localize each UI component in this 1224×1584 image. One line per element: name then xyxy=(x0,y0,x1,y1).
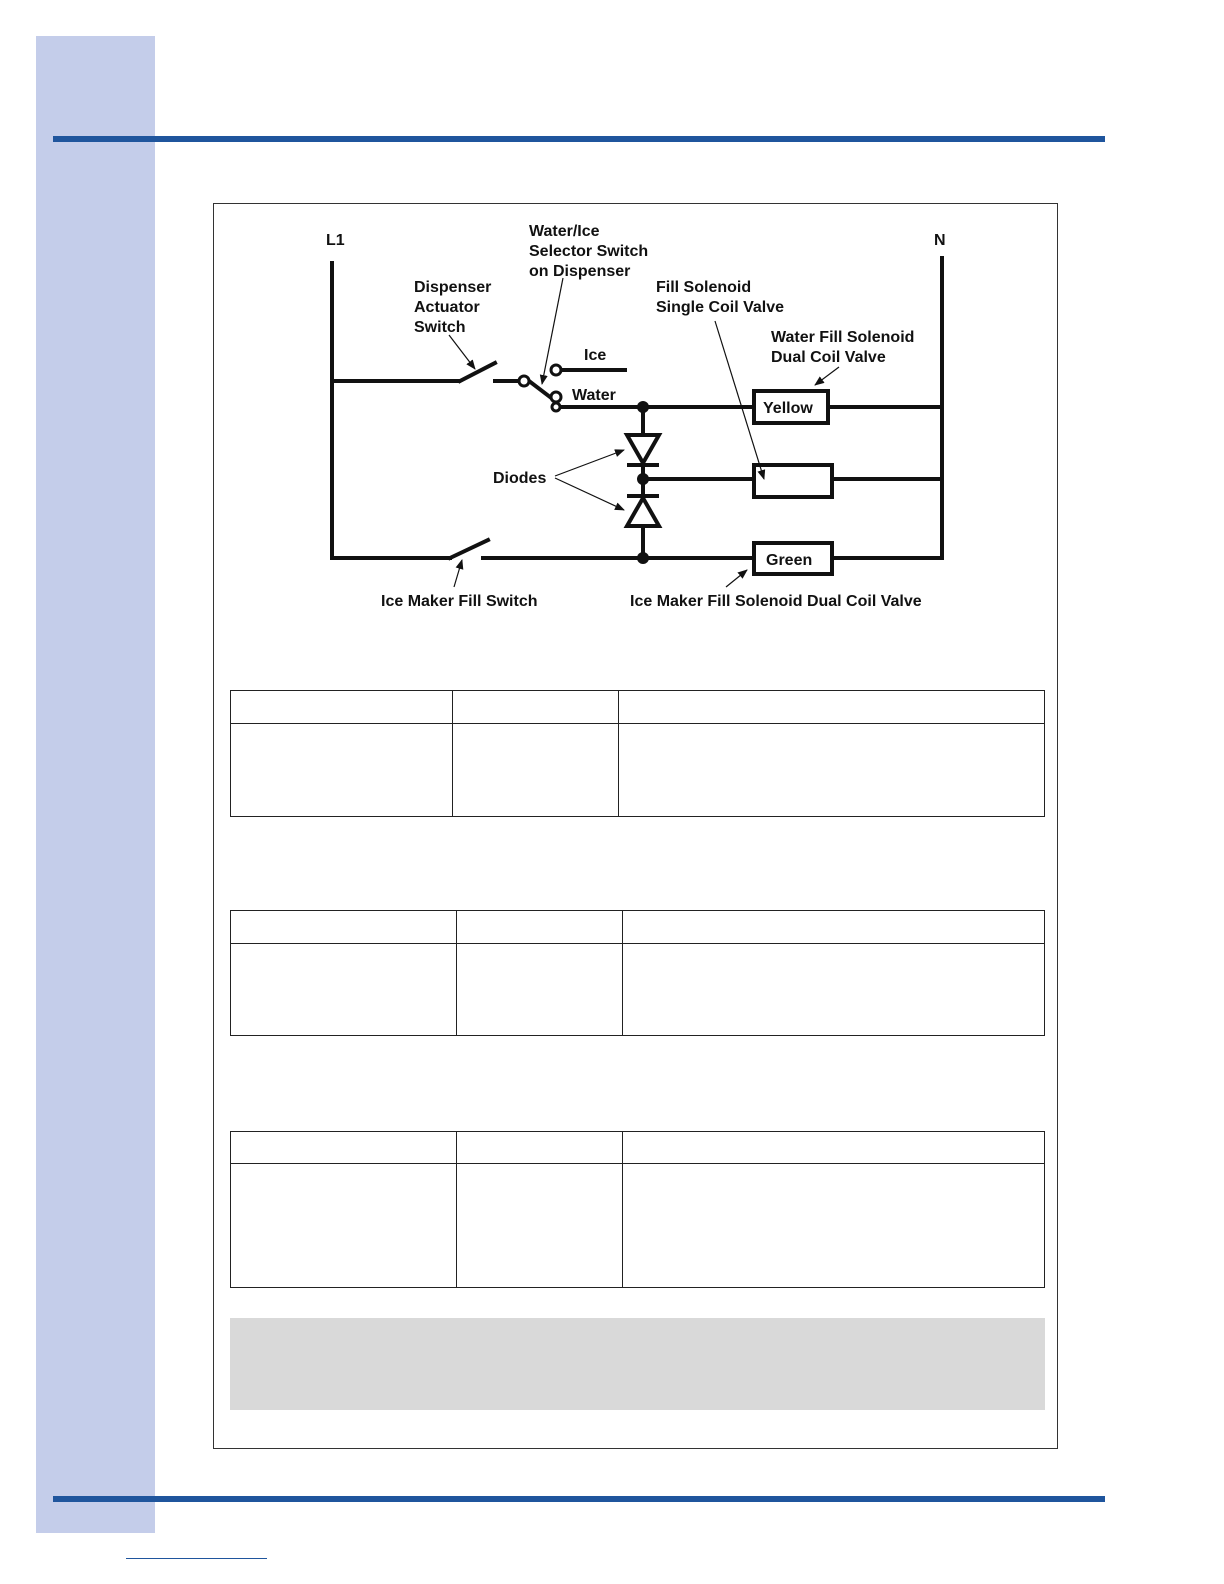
table-cell xyxy=(453,724,619,817)
table-header-cell xyxy=(623,911,1045,944)
table-header-cell xyxy=(231,1132,457,1164)
single-coil xyxy=(754,465,832,497)
selector-switch-blade xyxy=(529,381,550,397)
selector-common-contact xyxy=(519,376,529,386)
spec-table-3 xyxy=(230,1131,1045,1288)
actuator-label-line1: Dispenser xyxy=(414,279,492,296)
table-header-cell xyxy=(231,911,457,944)
green-label: Green xyxy=(766,552,813,569)
table-header-cell xyxy=(231,691,453,724)
ice-contact xyxy=(551,365,561,375)
water-fill-label-line1: Water Fill Solenoid xyxy=(771,329,915,346)
footer-rule xyxy=(53,1496,1105,1502)
table-header-cell xyxy=(453,691,619,724)
diodes-label: Diodes xyxy=(493,470,547,487)
fill-solenoid-label-line2: Single Coil Valve xyxy=(656,299,785,316)
water-fill-label-line2: Dual Coil Valve xyxy=(771,349,886,366)
table-cell xyxy=(623,944,1045,1036)
actuator-label-line2: Actuator xyxy=(414,299,480,316)
table-header-cell xyxy=(623,1132,1045,1164)
ice-maker-fill-switch-label: Ice Maker Fill Switch xyxy=(381,593,538,610)
diode-upper xyxy=(627,435,659,463)
table-cell xyxy=(231,944,457,1036)
l1-label: L1 xyxy=(326,232,345,249)
fill-solenoid-label-line1: Fill Solenoid xyxy=(656,279,752,296)
table-cell xyxy=(623,1164,1045,1288)
yellow-label: Yellow xyxy=(763,400,813,417)
table-cell xyxy=(457,944,623,1036)
sidebar-band xyxy=(36,36,155,1533)
diode-lower xyxy=(627,498,659,526)
actuator-label-line3: Switch xyxy=(414,319,466,336)
ice-maker-fill-switch-blade xyxy=(450,540,488,558)
ice-maker-fill-valve-label: Ice Maker Fill Solenoid Dual Coil Valve xyxy=(630,593,922,610)
table-header-cell xyxy=(457,911,623,944)
n-label: N xyxy=(934,232,946,249)
actuator-switch-blade xyxy=(460,363,495,381)
table-cell xyxy=(457,1164,623,1288)
ice-label: Ice xyxy=(584,347,607,364)
spec-table-2 xyxy=(230,910,1045,1036)
table-cell xyxy=(619,724,1045,817)
water-contact xyxy=(551,392,561,402)
selector-label-line1: Water/Ice xyxy=(529,223,600,240)
spec-table-1 xyxy=(230,690,1045,817)
header-rule xyxy=(53,136,1105,142)
selector-label-line3: on Dispenser xyxy=(529,263,631,280)
table-cell xyxy=(231,724,453,817)
table-cell xyxy=(231,1164,457,1288)
table-header-cell xyxy=(457,1132,623,1164)
selector-label-line2: Selector Switch xyxy=(529,243,649,260)
footer-link-underline xyxy=(126,1558,267,1559)
table-header-cell xyxy=(619,691,1045,724)
wiring-diagram xyxy=(213,203,1058,633)
water-label: Water xyxy=(572,387,616,404)
note-box xyxy=(230,1318,1045,1410)
